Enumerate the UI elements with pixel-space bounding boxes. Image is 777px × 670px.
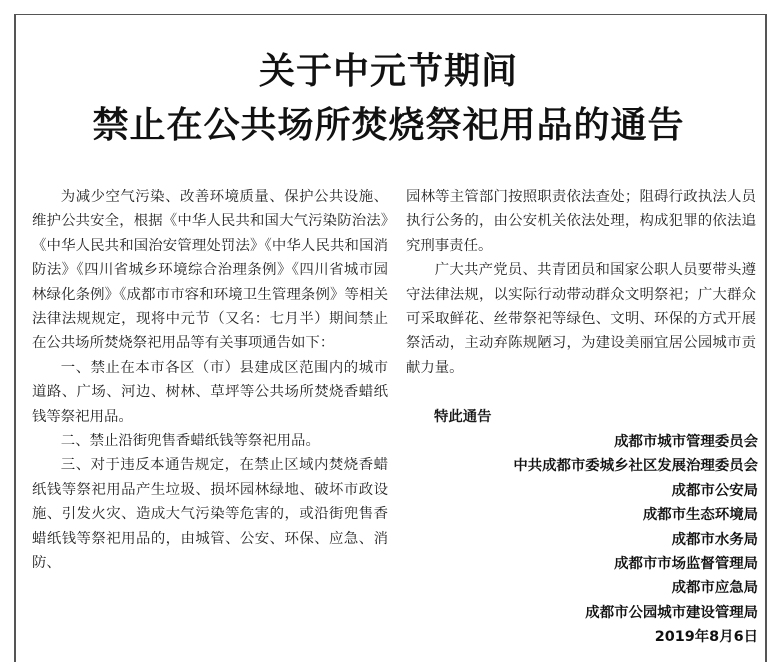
notice-body-right-column bbox=[406, 185, 756, 380]
notice-date: 2019年8月6日 bbox=[654, 629, 758, 646]
signatory: 成都市市场监督管理局 bbox=[614, 556, 758, 573]
signatory: 成都市公园城市建设管理局 bbox=[585, 604, 758, 621]
body-paragraph-item-3: 三、对于违反本通告规定，在禁止区域内焚烧香蜡纸钱等祭祀用品产生垃圾、损坏园林绿地、破坏市政设施、引发火灾、造成大气污染等危害的，或沿街兜售香蜡纸钱等祭祀用品的，由城管、公安、环保、应急、消防、 bbox=[32, 457, 388, 572]
notice-title-line2: 禁止在公共场所焚烧祭祀用品的通告 bbox=[92, 105, 685, 146]
closing-phrase: 特此通告 bbox=[434, 409, 492, 425]
body-paragraph-item-2: 二、禁止沿街兜售香蜡纸钱等祭祀用品。 bbox=[60, 433, 320, 450]
signatory: 成都市公安局 bbox=[671, 482, 758, 499]
signatory: 中共成都市委城乡社区发展治理委员会 bbox=[513, 458, 758, 475]
signatory-list bbox=[406, 430, 758, 650]
notice-body-left-column bbox=[32, 185, 388, 576]
body-paragraph-intro: 为减少空气污染、改善环境质量、保护公共设施、维护公共安全，根据《中华人民共和国大气污染防治法》《中华人民共和国治安管理处罚法》《中华人民共和国消防法》《四川省城乡环境综合治理条例》《四川省城市园林绿化条例》《成都市市容和环境卫生管理条例》等相关法律法规规定，现将中元节（又名：七月半）期间禁止在公共场所焚烧祭祀用品等有关事项通告如下： bbox=[32, 189, 388, 352]
signatory: 成都市城市管理委员会 bbox=[614, 434, 758, 450]
body-paragraph-appeal: 广大共产党员、共青团员和国家公职人员要带头遵守法律法规，以实际行动带动群众文明祭祀；广大群众可采取鲜花、丝带祭祀等绿色、文明、环保的方式开展祭活动，主动弃陈规陋习，为建设美丽宜居公园城市贡献力量。 bbox=[406, 262, 756, 376]
signatory: 成都市应急局 bbox=[671, 580, 758, 597]
body-paragraph-item-1: 一、禁止在本市各区（市）县建成区范围内的城市道路、广场、河边、树林、草坪等公共场所焚烧香蜡纸钱等祭祀用品。 bbox=[32, 359, 388, 425]
notice-title-line1: 关于中元节期间 bbox=[258, 51, 518, 92]
signatory: 成都市生态环境局 bbox=[642, 507, 758, 524]
signatory: 成都市水务局 bbox=[671, 531, 758, 548]
body-paragraph-item-3-continued: 园林等主管部门按照职责依法查处；阻碍行政执法人员执行公务的，由公安机关依法处理，构成犯罪的依法追究刑事责任。 bbox=[406, 189, 756, 254]
closing-block bbox=[406, 405, 758, 429]
